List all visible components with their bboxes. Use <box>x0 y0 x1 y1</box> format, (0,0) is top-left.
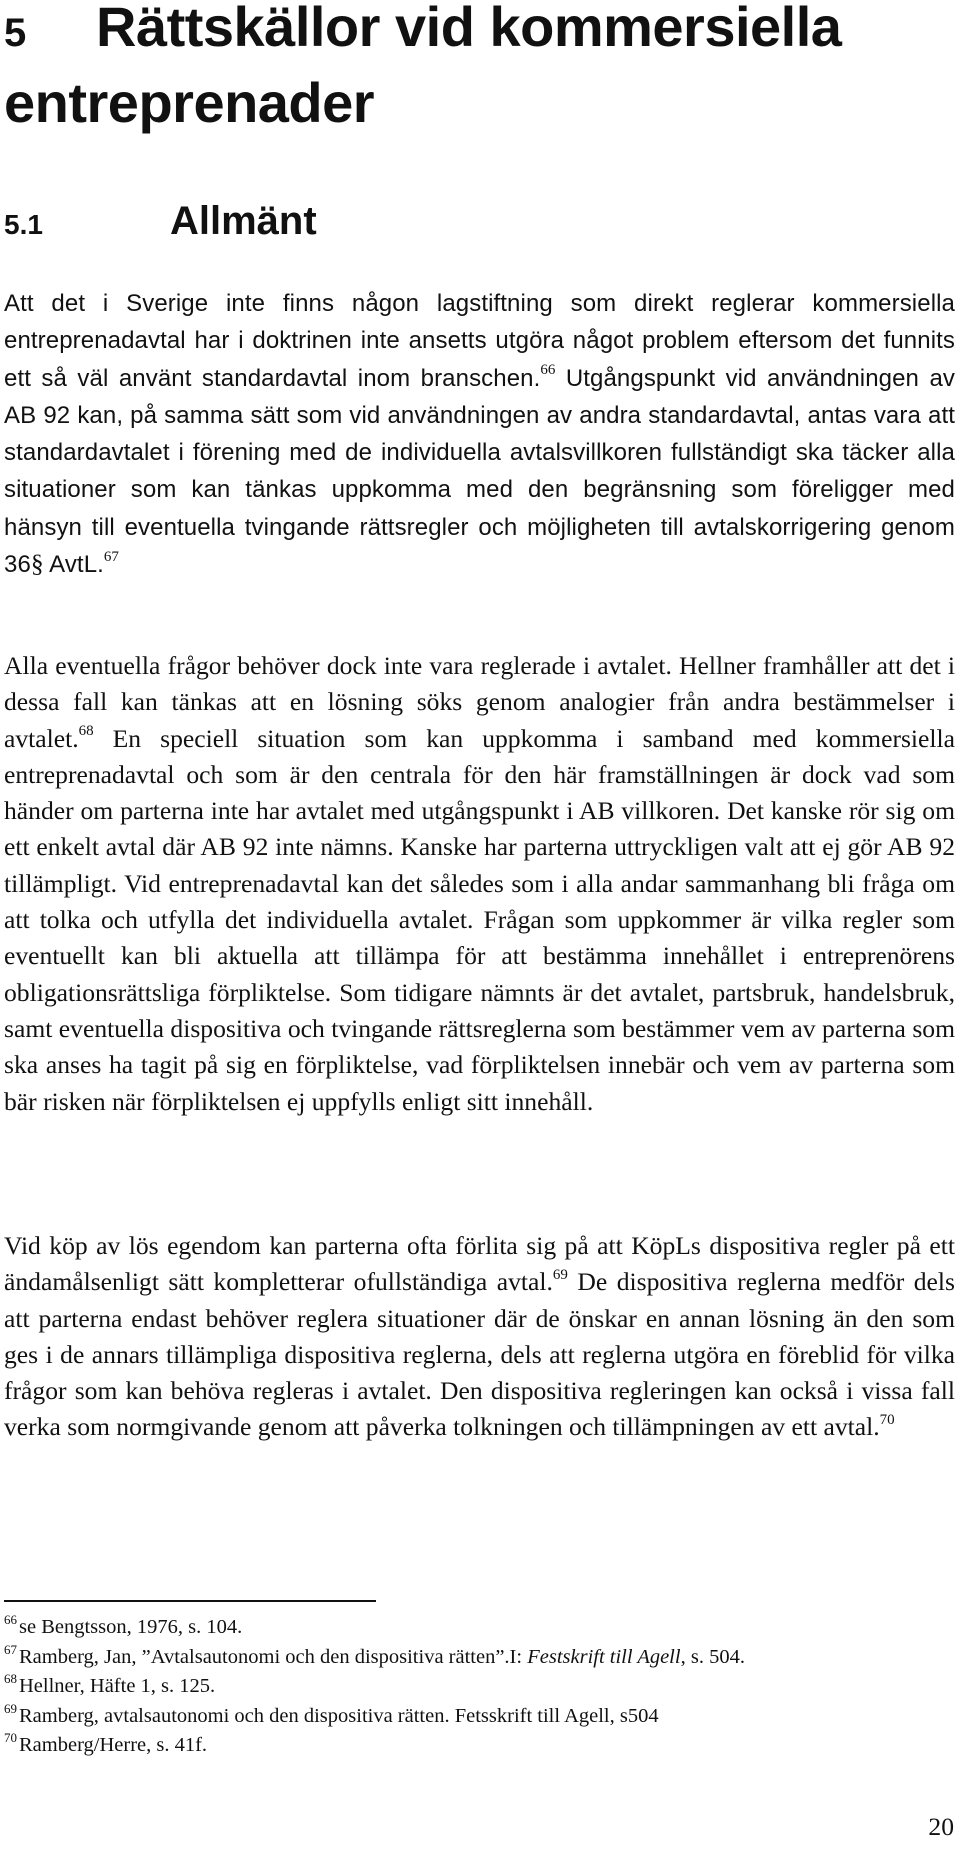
footnote-text: Ramberg/Herre, s. 41f. <box>19 1734 208 1756</box>
footnote-text: se Bengtsson, 1976, s. 104. <box>19 1616 243 1638</box>
chapter-number: 5 <box>4 11 26 55</box>
footnote-item <box>4 1731 959 1761</box>
paragraph-2-text-b: En speciell situation som kan uppkomma i samband med kommersiella entreprenadavtal och som är den centrala för den här framställningen är dock vad som händer om parterna inte har avtalet med utgångspunkt i AB villkoren. Det kanske rör sig om ett enkelt avtal där AB 92 inte nämns. Kanske har parterna uttryckligen valt att ej gör AB 92 tillämpligt. Vid entreprenadavtal kan det således som i alla andar sammanhang bli fråga om att tolka och utfylla det individuella avtalet. Frågan som uppkommer är vilka regler som eventuellt kan bli aktuella att tillämpa för att bestämma innehållet i entreprenörens obligationsrättsliga förpliktelse. Som tidigare nämnts är det avtalet, partsbruk, handelsbruk, samt eventuella dispositiva och tvingande rättsreglerna som bestämmer vem av parterna som ska anses ha tagit på sig en förpliktelse, vad förpliktelsen innebär och vem av parterna som bär risken när förpliktelsen ej uppfylls enligt sitt innehåll. <box>4 723 955 1116</box>
footnote-number: 67 <box>4 1641 17 1657</box>
paragraph-3-text-a: Vid köp av lös egendom kan parterna ofta förlita sig på att KöpLs dispositiva regler på ett ändamålsenligt sätt kompletterar ofullständiga avtal. <box>4 1231 955 1297</box>
section-heading <box>4 196 317 250</box>
paragraph-1-text-a: Att det i Sverige inte finns någon lagstiftning som direkt reglerar kommersiella entreprenadavtal har i doktrinen inte ansetts utgöra något problem eftersom det funnits ett så väl använt standardavtal inom branschen. <box>4 290 955 392</box>
footnote-item <box>4 1643 959 1673</box>
paragraph-2 <box>4 648 955 1120</box>
footnote-text-tail: , s. 504. <box>680 1645 745 1668</box>
paragraph-2-text-a: Alla eventuella frågor behöver dock inte vara reglerade i avtalet. Hellner framhåller att det i dessa fall kan tänkas att en lösning söks genom analogier från andra bestämmelser i avtalet. <box>4 651 955 753</box>
section-title: Allmänt <box>170 199 317 243</box>
chapter-title: Rättskällor vid kommersiella entreprenader <box>4 0 842 134</box>
paragraph-1-text-c: AvtL. <box>43 551 104 579</box>
footnotes-list <box>4 1613 959 1761</box>
footnote-text: Ramberg, Jan, ”Avtalsautonomi och den dispositiva rätten”.I: <box>19 1645 528 1668</box>
footnote-item <box>4 1613 959 1643</box>
footnote-item <box>4 1672 959 1702</box>
footnote-text: Ramberg, avtalsautonomi och den dispositiva rätten. Fetsskrift till Agell, s504 <box>19 1704 659 1727</box>
paragraph-1-text-b: Utgångspunkt vid användningen av AB 92 kan, på samma sätt som vid användningen av andra standardavtal, antas vara att standardavtalet i förening med de individuella avtalsvillkoren fullständigt ska täcker alla situationer som kan tänkas uppkomma med den begränsning som föreligger med hänsyn till eventuella tvingande rättsregler och möjligheten till avtalskorrigering genom 36 <box>4 364 955 579</box>
footnote-italic-title: Festskrift till Agell <box>527 1645 681 1668</box>
footnote-text: Hellner, Häfte 1, s. 125. <box>19 1675 216 1697</box>
section-sign: § <box>30 549 44 579</box>
paragraph-3 <box>4 1228 955 1446</box>
page-number: 20 <box>928 1812 954 1841</box>
footnote-number: 68 <box>4 1671 17 1687</box>
footnote-number: 69 <box>4 1700 17 1716</box>
footnote-item <box>4 1702 959 1732</box>
footnote-ref-70[interactable]: 70 <box>879 1411 895 1428</box>
section-number: 5.1 <box>4 209 43 240</box>
footnote-ref-68[interactable]: 68 <box>78 723 94 740</box>
footnote-divider <box>4 1600 376 1602</box>
footnote-ref-67[interactable]: 67 <box>103 548 119 565</box>
footnote-number: 66 <box>4 1612 17 1628</box>
paragraph-1 <box>4 285 955 583</box>
footnote-ref-69[interactable]: 69 <box>552 1266 568 1283</box>
footnote-ref-66[interactable]: 66 <box>540 362 556 379</box>
chapter-heading <box>4 0 954 138</box>
footnote-number: 70 <box>4 1730 17 1746</box>
paragraph-3-text-b: De dispositiva reglerna medför dels att parterna endast behöver reglera situationer där de önskar en annan lösning än den som ges i de annars tillämpliga dispositiva reglerna, dels att reglerna utgöra en föreblid för vilka frågor som kan behöva regleras i avtalet. Den dispositiva regleringen kan också i vissa fall verka som normgivande genom att påverka tolkningen och tillämpningen av ett avtal. <box>4 1267 955 1442</box>
